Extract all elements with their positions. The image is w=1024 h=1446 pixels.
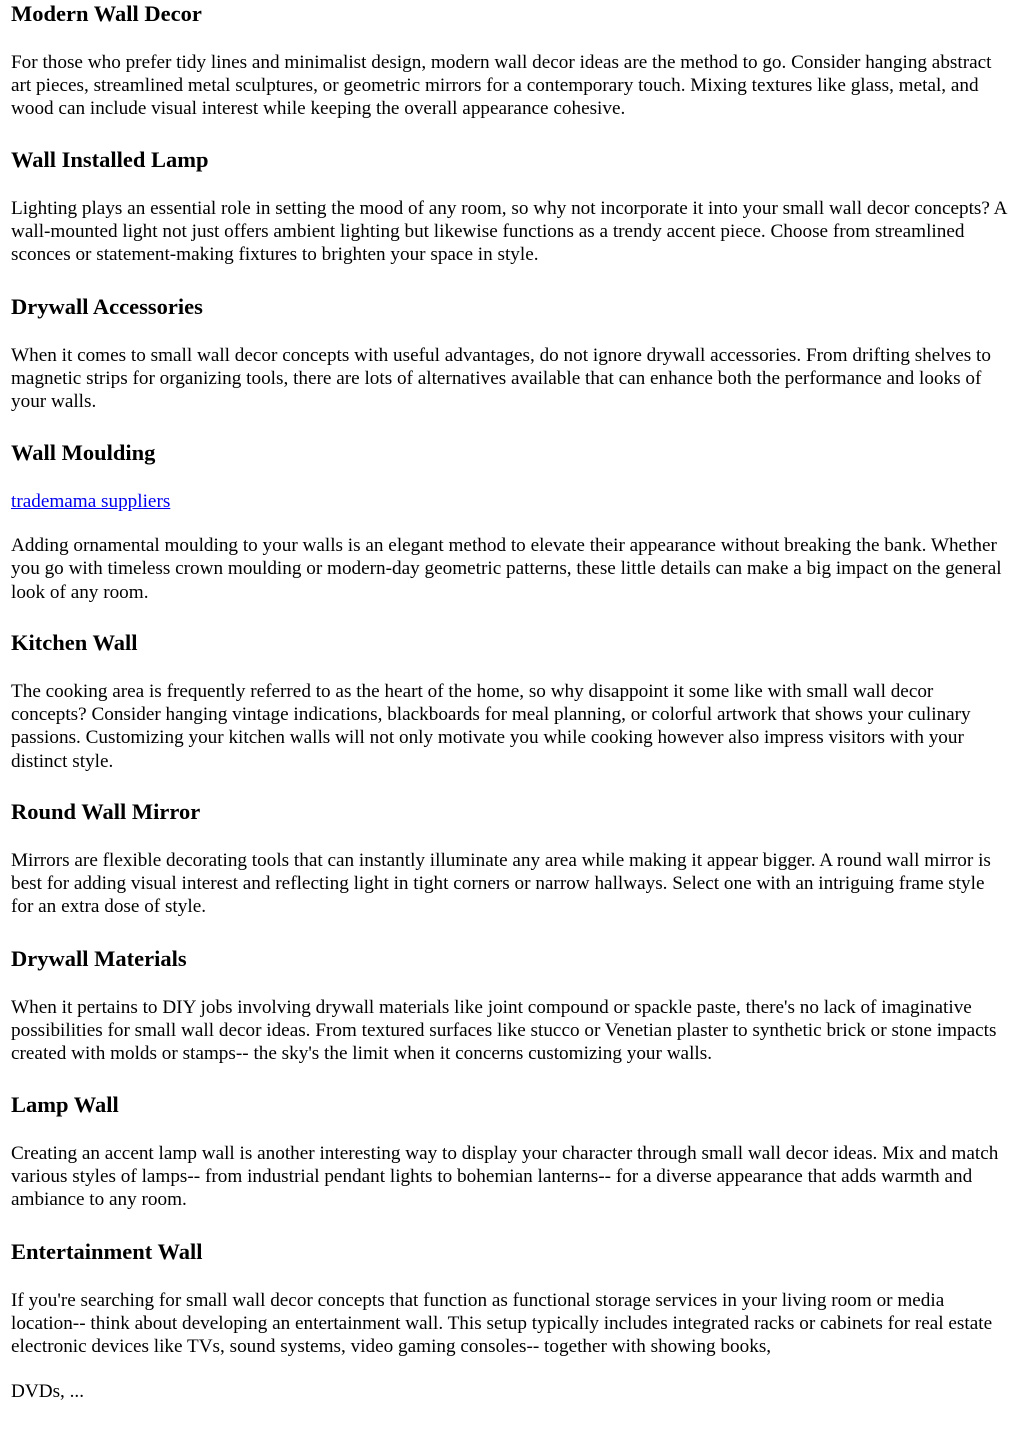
- section-heading: Entertainment Wall: [11, 1239, 203, 1264]
- section-body: The cooking area is frequently referred to as the heart of the home, so why disappoint it some like with small wall decor concepts? Consider hanging vintage indications, blackboards for meal planning, or colorful artwork that shows your culinary passions. Customizing your kitchen walls will not only motivate you while cooking however also impress visitors with your distinct style.: [11, 681, 971, 772]
- section-heading: Wall Installed Lamp: [11, 147, 209, 172]
- section-heading: Drywall Accessories: [11, 294, 203, 319]
- section-body: When it pertains to DIY jobs involving drywall materials like joint compound or spackle paste, there's no lack of imaginative possibilities for small wall decor ideas. From textured surfaces like stucco or Venetian plaster to synthetic brick or stone impacts created with molds or stamps-- the sky's the limit when it concerns customizing your walls.: [11, 997, 997, 1065]
- section-heading: Wall Moulding: [11, 440, 156, 465]
- section-continuation: DVDs, ...: [11, 1380, 85, 1402]
- section-heading: Drywall Materials: [11, 946, 187, 971]
- link-paragraph: [11, 490, 1011, 513]
- trademama-suppliers-link[interactable]: trademama suppliers: [11, 491, 171, 512]
- section-wall-installed-lamp: [11, 146, 1011, 267]
- section-modern-wall-decor: [11, 0, 1011, 121]
- section-body: If you're searching for small wall decor concepts that function as functional storage services in your living room or media location-- think about developing an entertainment wall. This setup typically includes integrated racks or cabinets for real estate electronic devices like TVs, sound systems, video gaming consoles-- together with showing books,: [11, 1290, 993, 1358]
- section-body: Creating an accent lamp wall is another interesting way to display your character through small wall decor ideas. Mix and match various styles of lamps-- from industrial pendant lights to bohemian lanterns-- for a diverse appearance that adds warmth and ambiance to any room.: [11, 1143, 999, 1211]
- section-lamp-wall: [11, 1091, 1011, 1212]
- section-heading: Kitchen Wall: [11, 630, 138, 655]
- section-body: Mirrors are flexible decorating tools that can instantly illuminate any area while making it appear bigger. A round wall mirror is best for adding visual interest and reflecting light in tight corners or narrow hallways. Select one with an intriguing frame style for an extra dose of style.: [11, 850, 991, 918]
- section-drywall-materials: [11, 945, 1011, 1066]
- section-body: Lighting plays an essential role in setting the mood of any room, so why not incorporate it into your small wall decor concepts? A wall-mounted light not just offers ambient lighting but likewise functions as a trendy accent piece. Choose from streamlined sconces or statement-making fixtures to brighten your space in style.: [11, 198, 1007, 266]
- section-heading: Lamp Wall: [11, 1092, 119, 1117]
- section-wall-moulding: [11, 439, 1011, 604]
- section-body: When it comes to small wall decor concepts with useful advantages, do not ignore drywall accessories. From drifting shelves to magnetic strips for organizing tools, there are lots of alternatives available that can enhance both the performance and looks of your walls.: [11, 345, 991, 413]
- section-heading: Modern Wall Decor: [11, 1, 202, 26]
- section-heading: Round Wall Mirror: [11, 799, 201, 824]
- section-kitchen-wall: [11, 629, 1011, 773]
- section-entertainment-wall: [11, 1238, 1011, 1403]
- section-round-wall-mirror: [11, 798, 1011, 919]
- section-body: For those who prefer tidy lines and minimalist design, modern wall decor ideas are the method to go. Consider hanging abstract art pieces, streamlined metal sculptures, or geometric mirrors for a contemporary touch. Mixing textures like glass, metal, and wood can include visual interest while keeping the overall appearance cohesive.: [11, 52, 992, 120]
- section-drywall-accessories: [11, 293, 1011, 414]
- section-body: Adding ornamental moulding to your walls is an elegant method to elevate their appearance without breaking the bank. Whether you go with timeless crown moulding or modern-day geometric patterns, these little details can make a big impact on the general look of any room.: [11, 535, 1002, 603]
